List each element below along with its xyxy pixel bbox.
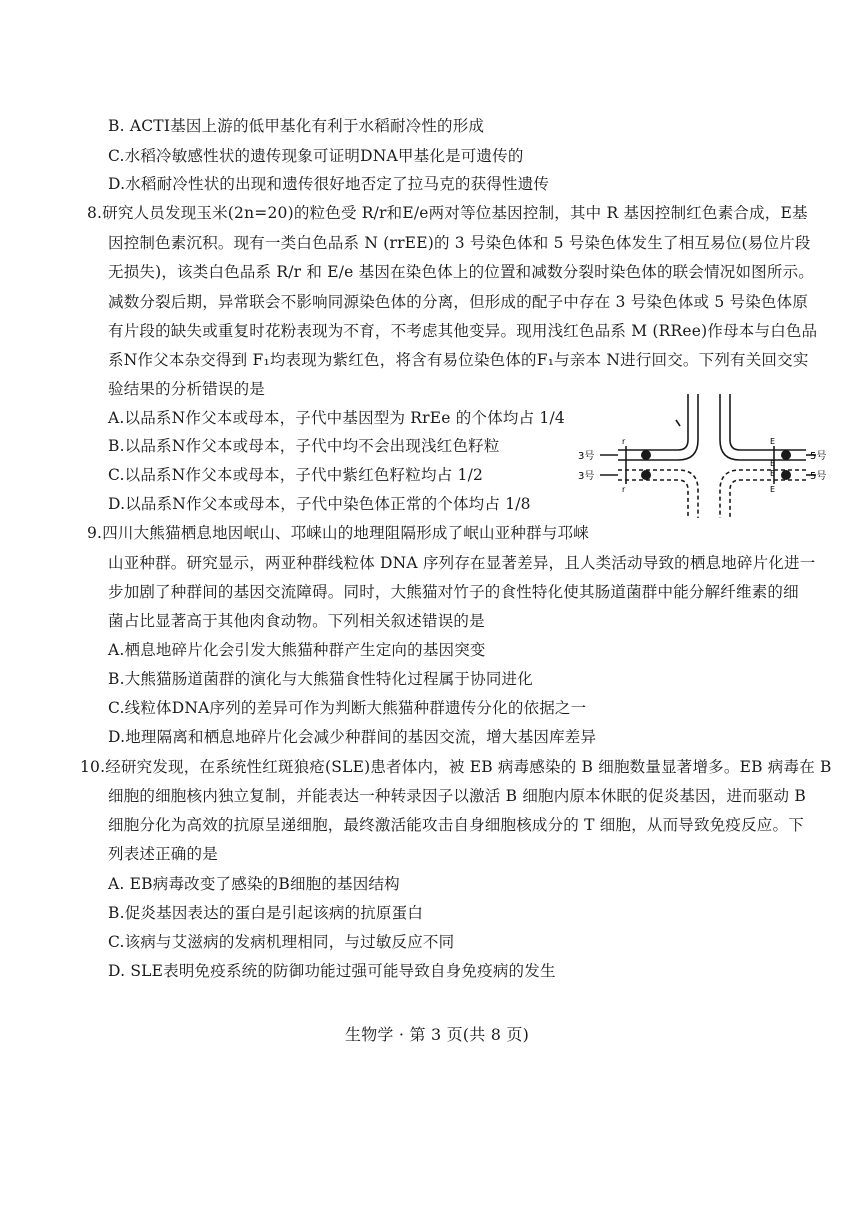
tick-mark [676, 420, 680, 426]
gene-e-2: E [770, 459, 776, 468]
q8-stem-line: 8.研究人员发现玉米(2n=20)的粒色受 R/r和E/e两对等位基因控制，其中 R 基因控制红色素合成，E基 [87, 204, 808, 222]
q10-stem-line: 10.经研究发现，在系统性红斑狼疮(SLE)患者体内，被 EB 病毒感染的 B 细胞数量显著增多。EB 病毒在 B [80, 758, 832, 776]
chromatid-5-top-outer [730, 394, 806, 450]
q8-stem-line: 无损失)，该类白色品系 R/r 和 E/e 基因在染色体上的位置和减数分裂时染色体的联会情况如图所示。 [108, 263, 814, 281]
q8-stem-line: 验结果的分析错误的是 [108, 380, 266, 398]
gene-e-4: E [770, 485, 776, 494]
label-5-bottom: 5号 [810, 471, 827, 482]
q9-option-a: A.栖息地碎片化会引发大熊猫种群产生定向的基因突变 [108, 641, 486, 659]
chromatid-3-bottom-outer [618, 480, 688, 518]
page-footer: 生物学 · 第 3 页(共 8 页) [345, 1025, 530, 1044]
q7-option-c: C.水稻冷敏感性状的遗传现象可证明DNA甲基化是可遗传的 [108, 147, 524, 165]
chromatid-5-bottom-outer [730, 480, 806, 518]
gene-e-1: E [770, 437, 776, 446]
label-5-top: 5号 [810, 451, 827, 462]
q10-stem-line: 细胞分化为高效的抗原呈递细胞，最终激活能攻击自身细胞核成分的 T 细胞，从而导致免疫反应。下 [108, 816, 804, 834]
q10-option-c: C.该病与艾滋病的发病机理相同，与过敏反应不同 [108, 933, 455, 951]
chromatid-3-bottom-inner [618, 470, 698, 518]
centromere-5-top [781, 450, 791, 460]
q9-stem-line: 步加剧了种群间的基因交流障碍。同时，大熊猫对竹子的食性特化使其肠道菌群中能分解纤维素的细 [108, 583, 799, 601]
q8-option-b: B.以品系N作父本或母本，子代中均不会出现浅红色籽粒 [108, 437, 500, 455]
q9-stem-line: 9.四川大熊猫栖息地因岷山、邛崃山的地理阻隔形成了岷山亚种群与邛崃 [87, 524, 589, 542]
q10-stem-line: 细胞的细胞核内独立复制，并能表达一种转录因子以激活 B 细胞内原本休眠的促炎基因，进而驱动 B [108, 787, 806, 805]
centromere-3-top [641, 450, 651, 460]
q8-option-a: A.以品系N作父本或母本，子代中基因型为 RrEe 的个体均占 1/4 [108, 409, 565, 427]
centromere-3-bottom [641, 470, 651, 480]
q8-stem-line: 减数分裂后期，异常联会不影响同源染色体的分离，但形成的配子中存在 3 号染色体或 5 号染色体原 [108, 293, 809, 311]
q9-stem-line: 山亚种群。研究显示，两亚种群线粒体 DNA 序列存在显著差异，且人类活动导致的栖息地碎片化进一 [108, 554, 816, 572]
gene-r-top: r [622, 437, 626, 446]
q8-option-c: C.以品系N作父本或母本，子代中紫红色籽粒均占 1/2 [108, 466, 484, 484]
q8-option-d: D.以品系N作父本或母本，子代中染色体正常的个体均占 1/8 [108, 495, 531, 513]
q10-option-d: D. SLE表明免疫系统的防御功能过强可能导致自身免疫病的发生 [108, 962, 556, 980]
gene-r-bottom: r [622, 485, 626, 494]
q9-stem-line: 菌占比显著高于其他肉食动物。下列相关叙述错误的是 [108, 612, 485, 630]
q10-option-b: B.促炎基因表达的蛋白是引起该病的抗原蛋白 [108, 904, 424, 922]
q9-option-b: B.大熊猫肠道菌群的演化与大熊猫食性特化过程属于协同进化 [108, 670, 533, 688]
gene-e-3: E [770, 469, 776, 478]
q7-option-d: D.水稻耐冷性状的出现和遗传很好地否定了拉马克的获得性遗传 [108, 175, 550, 193]
chromosome-synapsis-figure [578, 392, 830, 520]
q10-option-a: A. EB病毒改变了感染的B细胞的基因结构 [108, 875, 400, 893]
q7-option-b: B. ACTI基因上游的低甲基化有利于水稻耐冷性的形成 [108, 117, 485, 135]
q8-stem-line: 系N作父本杂交得到 F₁均表现为紫红色，将含有易位染色体的F₁与亲本 N进行回交。下列有关回交实 [108, 351, 809, 369]
q8-stem-line: 有片段的缺失或重复时花粉表现为不育，不考虑其他变异。现用浅红色品系 M (RRee)作母本与白色品 [108, 322, 818, 340]
q9-option-d: D.地理隔离和栖息地碎片化会减少种群间的基因交流，增大基因库差异 [108, 728, 597, 746]
q9-option-c: C.线粒体DNA序列的差异可作为判断大熊猫种群遗传分化的依据之一 [108, 699, 587, 717]
q10-stem-line: 列表述正确的是 [108, 845, 218, 863]
label-3-top: 3号 [578, 451, 595, 462]
label-3-bottom: 3号 [578, 471, 595, 482]
centromere-5-bottom [781, 470, 791, 480]
chromatid-5-bottom-inner [720, 470, 806, 518]
q8-stem-line: 因控制色素沉积。现有一类白色品系 N (rrEE)的 3 号染色体和 5 号染色体发生了相互易位(易位片段 [108, 234, 811, 252]
